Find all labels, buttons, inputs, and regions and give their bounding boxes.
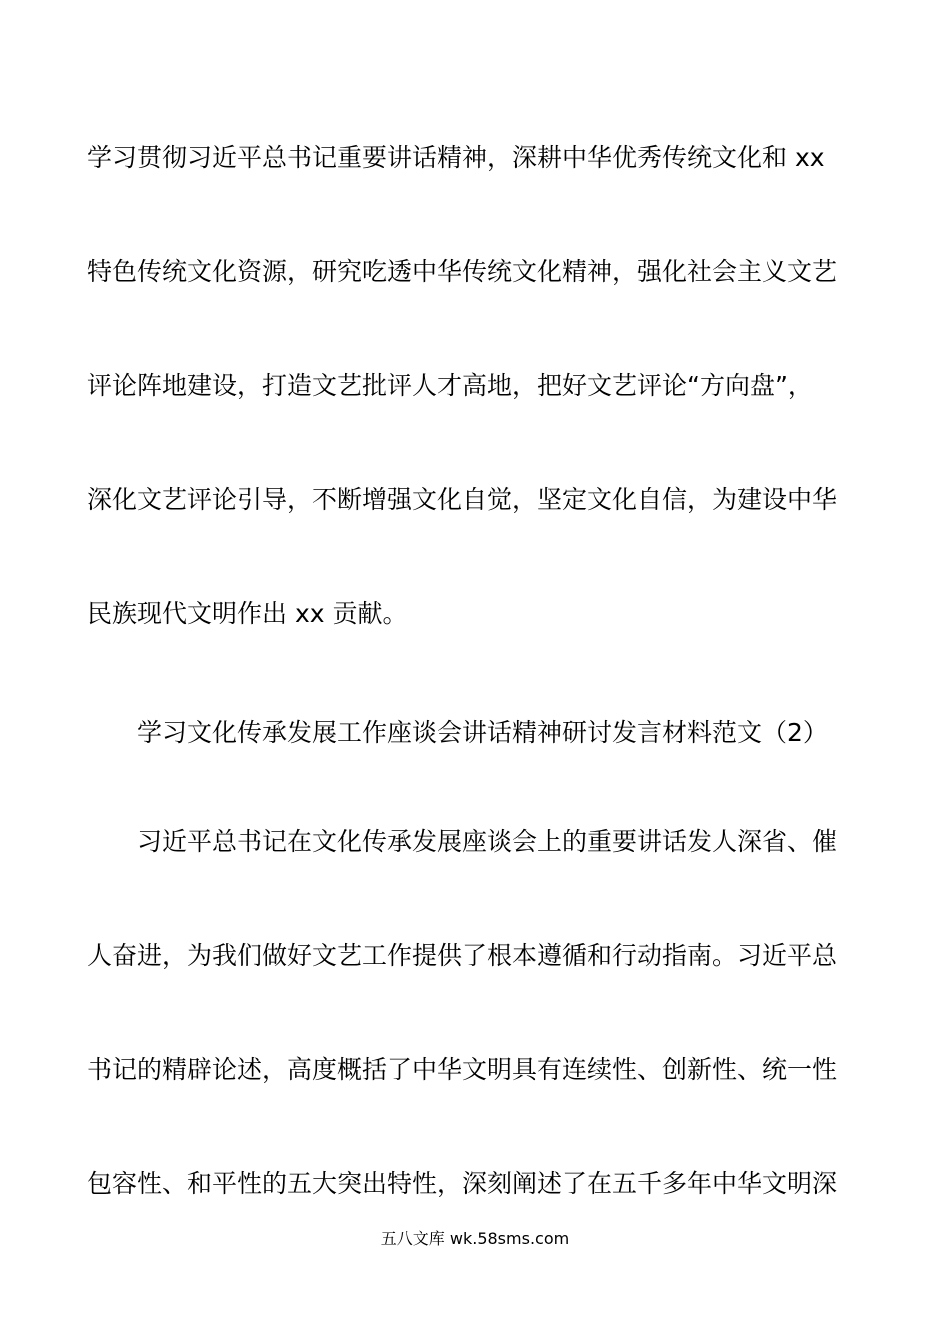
- paragraph-line: 包容性、和平性的五大突出特性，深刻阐述了在五千多年中华文明深: [87, 1169, 838, 1198]
- paragraph-line: 深化文艺评论引导，不断增强文化自觉，坚定文化自信，为建设中华: [87, 485, 838, 514]
- paragraph-line: 学习贯彻习近平总书记重要讲话精神，深耕中华优秀传统文化和 xx: [87, 143, 825, 172]
- section-heading: 学习文化传承发展工作座谈会讲话精神研讨发言材料范文（2）: [137, 718, 828, 747]
- paragraph-line: 民族现代文明作出 xx 贡献。: [87, 599, 408, 628]
- paragraph-line: 人奋进，为我们做好文艺工作提供了根本遵循和行动指南。习近平总: [87, 941, 838, 970]
- paragraph-line: 特色传统文化资源，研究吃透中华传统文化精神，强化社会主义文艺: [87, 257, 838, 286]
- footer-watermark: 五八文库 wk.58sms.com: [380, 1229, 570, 1248]
- paragraph-line: 评论阵地建设，打造文艺批评人才高地，把好文艺评论“方向盘”，: [87, 371, 813, 400]
- paragraph-line: 习近平总书记在文化传承发展座谈会上的重要讲话发人深省、催: [137, 827, 838, 856]
- paragraph-line: 书记的精辟论述，高度概括了中华文明具有连续性、创新性、统一性: [87, 1055, 838, 1084]
